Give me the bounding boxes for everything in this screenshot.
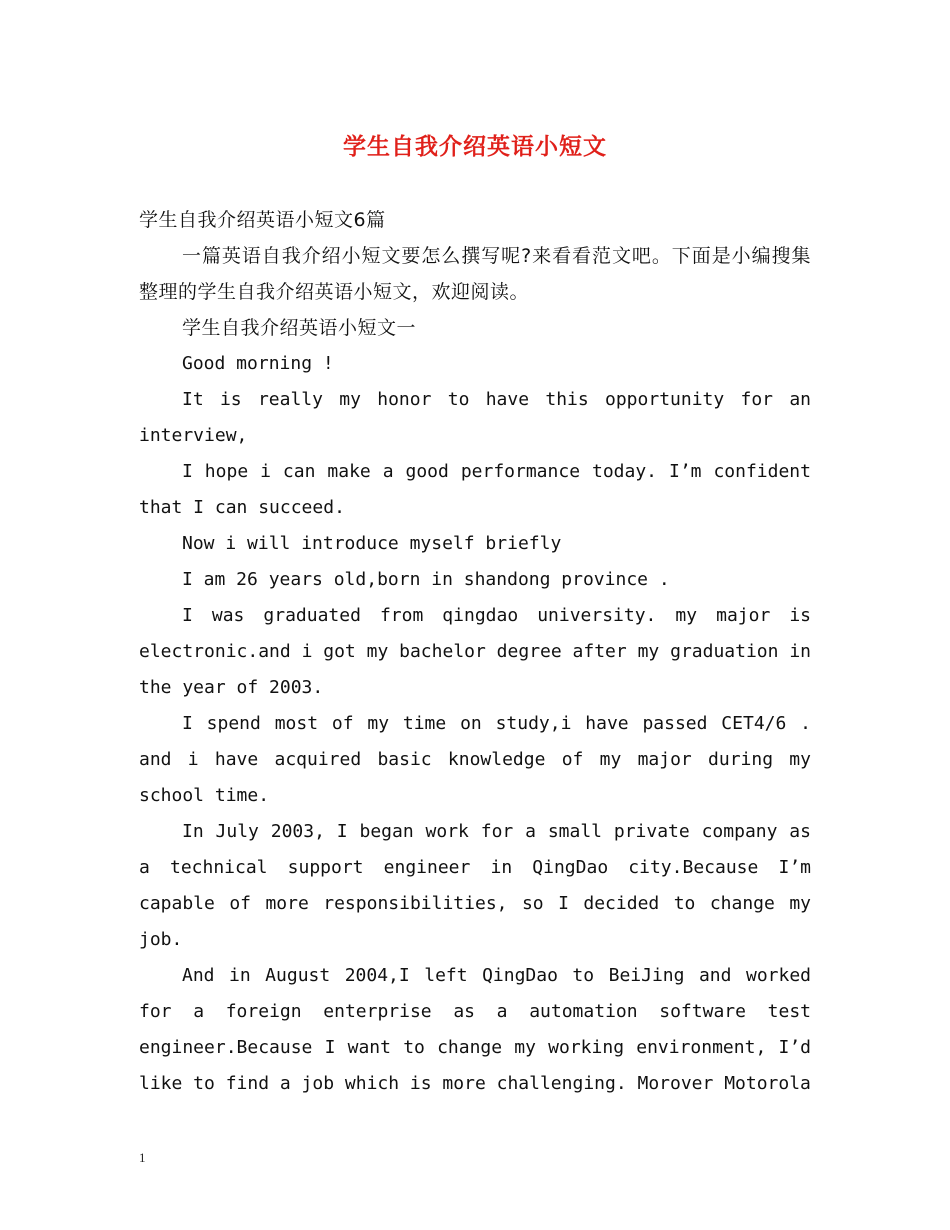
paragraph-subtitle: 学生自我介绍英语小短文6篇 [139, 209, 386, 231]
paragraph-age: I am 26 years old,born in shandong province . [182, 569, 670, 590]
paragraph-first-job: In July 2003, I began work for a small private company as a technical support engineer in QingDao city.Because I’m capable of more responsibilities, so I decided to change my job. [139, 821, 811, 950]
document-body [139, 202, 811, 1102]
paragraph-honor: It is really my honor to have this opportunity for an interview, [139, 389, 811, 446]
paragraph-introduce: Now i will introduce myself briefly [182, 533, 562, 554]
paragraph-section-heading: 学生自我介绍英语小短文一 [182, 317, 417, 339]
paragraph-intro: 一篇英语自我介绍小短文要怎么撰写呢?来看看范文吧。下面是小编搜集整理的学生自我介绍英语小短文，欢迎阅读。 [139, 245, 811, 303]
page-number: 1 [139, 1150, 146, 1165]
paragraph-greeting: Good morning ! [182, 353, 334, 374]
paragraph-graduation: I was graduated from qingdao university. my major is electronic.and i got my bachelor degree after my graduation in the year of 2003. [139, 605, 811, 698]
paragraph-second-job: And in August 2004,I left QingDao to BeiJing and worked for a foreign enterprise as a automation software test engineer.Because I want to change my working environment, I’d like to find a job which is more challenging. Morover Motorola [139, 965, 811, 1094]
paragraph-hope: I hope i can make a good performance today. I’m confident that I can succeed. [139, 461, 811, 518]
paragraph-study: I spend most of my time on study,i have passed CET4/6 . and i have acquired basic knowledge of my major during my school time. [139, 713, 811, 806]
document-title: 学生自我介绍英语小短文 [343, 133, 607, 160]
